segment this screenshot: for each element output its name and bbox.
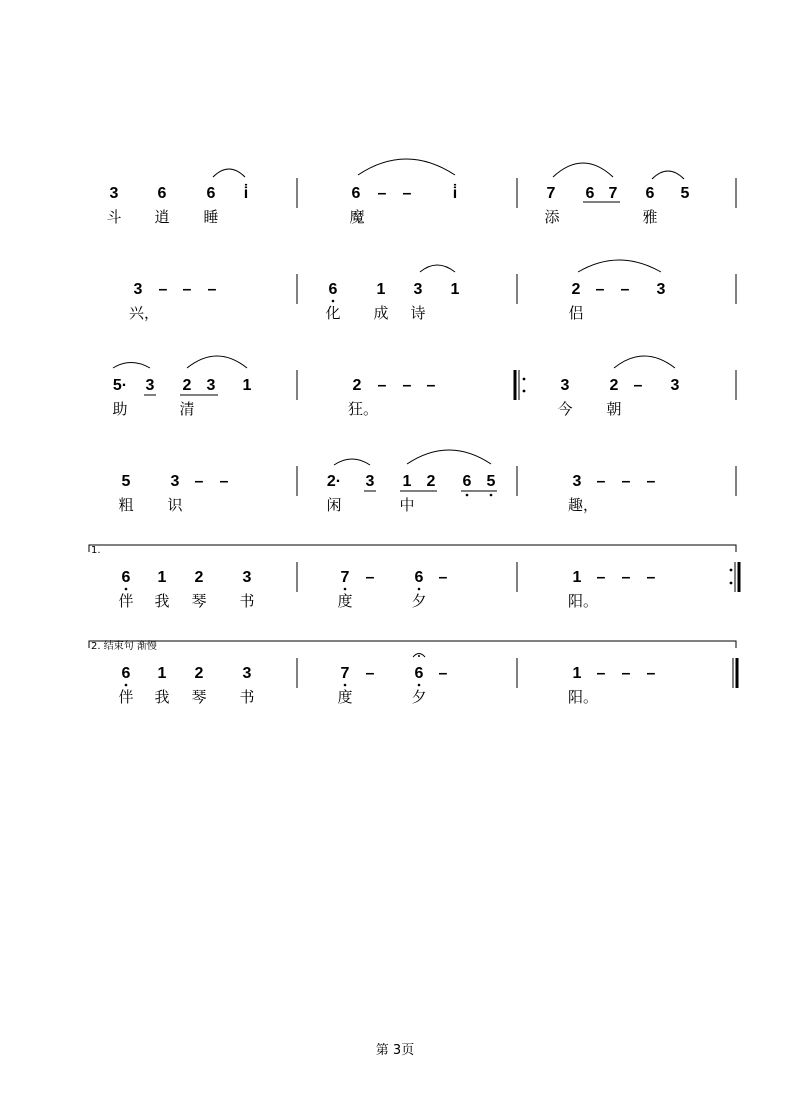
page-number bbox=[0, 1039, 790, 1058]
lyric: 夕 bbox=[411, 592, 427, 610]
note: 3 bbox=[413, 281, 423, 298]
score-row-4 bbox=[118, 450, 736, 514]
score-row-5-first-ending bbox=[89, 545, 739, 610]
lower-octave-dot bbox=[332, 300, 335, 303]
lower-octave-dot bbox=[344, 684, 347, 687]
lyric: 朝 bbox=[606, 400, 622, 418]
slur bbox=[358, 159, 455, 175]
note: – bbox=[402, 185, 412, 202]
lyric: 成 bbox=[373, 304, 389, 322]
lyric: 助 bbox=[112, 400, 128, 418]
note: 1 bbox=[450, 281, 460, 298]
volta-bracket-2 bbox=[89, 641, 736, 648]
lyric: 阳。 bbox=[567, 592, 599, 610]
note: 3 bbox=[670, 377, 680, 394]
lower-octave-dot bbox=[125, 588, 128, 591]
note: 5· bbox=[112, 377, 128, 394]
note: 2 bbox=[609, 377, 619, 394]
slur bbox=[614, 356, 675, 368]
lyric: 中 bbox=[399, 496, 415, 514]
note: 2 bbox=[571, 281, 581, 298]
note: 2 bbox=[194, 569, 204, 586]
note: – bbox=[377, 377, 387, 394]
lyric: 狂。 bbox=[347, 400, 379, 418]
note: – bbox=[377, 185, 387, 202]
lyric: 添 bbox=[544, 208, 560, 226]
note: 3 bbox=[242, 569, 252, 586]
note: – bbox=[646, 569, 656, 586]
slur bbox=[213, 169, 245, 177]
note: 2 bbox=[194, 665, 204, 682]
note: 3 bbox=[242, 665, 252, 682]
note: 6 bbox=[462, 473, 472, 490]
lyric: 度 bbox=[337, 688, 353, 706]
lyric: 琴 bbox=[191, 592, 207, 610]
slur bbox=[407, 450, 491, 464]
lyric: 诗 bbox=[410, 304, 426, 322]
note: – bbox=[646, 665, 656, 682]
note: – bbox=[438, 665, 448, 682]
lyric: 伴 bbox=[118, 592, 134, 610]
volta-label-2: 2. 结束句 渐慢 bbox=[91, 641, 157, 652]
note: 1 bbox=[157, 569, 167, 586]
note: 2 bbox=[352, 377, 362, 394]
note: – bbox=[596, 665, 606, 682]
note: 1 bbox=[402, 473, 412, 490]
lower-octave-dot bbox=[490, 494, 493, 497]
repeat-end-sign bbox=[730, 562, 739, 592]
lyric: 书 bbox=[239, 592, 255, 610]
lyric: 雅 bbox=[642, 208, 658, 226]
note: – bbox=[365, 569, 375, 586]
note: 1 bbox=[242, 377, 252, 394]
note: 6 bbox=[351, 185, 361, 202]
lyric: 夕 bbox=[411, 688, 427, 706]
note: 5 bbox=[680, 185, 690, 202]
note: 7 bbox=[340, 665, 350, 682]
note: 3 bbox=[206, 377, 216, 394]
note: 6 bbox=[121, 665, 131, 682]
lyric: 粗 bbox=[118, 496, 134, 514]
note: 5 bbox=[486, 473, 496, 490]
lower-octave-dot bbox=[344, 588, 347, 591]
note: – bbox=[219, 473, 229, 490]
note: 3 bbox=[145, 377, 155, 394]
note: 3 bbox=[109, 185, 119, 202]
volta-bracket-1 bbox=[89, 545, 736, 552]
note: 1 bbox=[157, 665, 167, 682]
lower-octave-dot bbox=[418, 684, 421, 687]
note: 6 bbox=[328, 281, 338, 298]
slur bbox=[652, 171, 684, 179]
lyric: 化 bbox=[325, 304, 341, 322]
lower-octave-dot bbox=[418, 588, 421, 591]
lyric: 闲 bbox=[326, 496, 342, 514]
repeat-start-sign bbox=[515, 370, 525, 400]
note: 1 bbox=[376, 281, 386, 298]
slur bbox=[334, 459, 370, 465]
lyric: 琴 bbox=[191, 688, 207, 706]
note: 7 bbox=[340, 569, 350, 586]
note: 3 bbox=[572, 473, 582, 490]
note: – bbox=[426, 377, 436, 394]
lyric: 书 bbox=[239, 688, 255, 706]
lyric: 清 bbox=[179, 400, 195, 418]
note: – bbox=[365, 665, 375, 682]
note: 3 bbox=[560, 377, 570, 394]
note: i̇ bbox=[243, 185, 249, 202]
note: – bbox=[621, 473, 631, 490]
final-barline bbox=[733, 658, 737, 688]
note: 6 bbox=[585, 185, 595, 202]
lyric: 侣 bbox=[568, 304, 584, 322]
note: – bbox=[595, 281, 605, 298]
note: 5 bbox=[121, 473, 131, 490]
note: 1 bbox=[572, 665, 582, 682]
note: 7 bbox=[608, 185, 618, 202]
note: – bbox=[621, 665, 631, 682]
score-row-1 bbox=[106, 159, 736, 226]
note: 6 bbox=[414, 665, 424, 682]
note: 1 bbox=[572, 569, 582, 586]
note: 3 bbox=[133, 281, 143, 298]
note: 6 bbox=[645, 185, 655, 202]
slur bbox=[113, 363, 150, 369]
lyric: 伴 bbox=[118, 688, 134, 706]
note: 2 bbox=[182, 377, 192, 394]
score-row-3 bbox=[112, 356, 736, 418]
volta-label-1: 1. bbox=[91, 545, 101, 556]
note: 2· bbox=[326, 473, 342, 490]
note: – bbox=[596, 473, 606, 490]
note: i̇ bbox=[452, 185, 458, 202]
lower-octave-dot bbox=[125, 684, 128, 687]
slur bbox=[420, 265, 455, 272]
lyric: 睡 bbox=[203, 208, 219, 226]
lyric: 兴， bbox=[128, 304, 160, 322]
note: – bbox=[194, 473, 204, 490]
note: – bbox=[646, 473, 656, 490]
score-row-6-second-ending bbox=[89, 641, 737, 706]
lyric: 魔 bbox=[349, 208, 365, 226]
note: – bbox=[438, 569, 448, 586]
note: 3 bbox=[656, 281, 666, 298]
lyric: 逍 bbox=[154, 208, 170, 226]
note: 2 bbox=[426, 473, 436, 490]
note: 6 bbox=[157, 185, 167, 202]
lower-octave-dot bbox=[466, 494, 469, 497]
note: – bbox=[621, 569, 631, 586]
lyric: 我 bbox=[154, 592, 170, 610]
note: 6 bbox=[121, 569, 131, 586]
note: – bbox=[182, 281, 192, 298]
lyric: 趣， bbox=[567, 496, 599, 514]
note: 7 bbox=[546, 185, 556, 202]
lyric: 识 bbox=[167, 496, 183, 514]
lyric: 阳。 bbox=[567, 688, 599, 706]
slur bbox=[553, 163, 613, 177]
lyric: 斗 bbox=[106, 208, 122, 226]
slur bbox=[578, 260, 661, 272]
lyric: 今 bbox=[557, 400, 573, 418]
note: – bbox=[402, 377, 412, 394]
score-row-2 bbox=[129, 260, 736, 322]
note: 3 bbox=[170, 473, 180, 490]
note: – bbox=[596, 569, 606, 586]
fermata-icon bbox=[413, 654, 425, 658]
lyric: 度 bbox=[337, 592, 353, 610]
note: – bbox=[633, 377, 643, 394]
page-number-text: 第 3页 bbox=[375, 1043, 415, 1058]
note: 3 bbox=[365, 473, 375, 490]
note: – bbox=[620, 281, 630, 298]
note: 6 bbox=[206, 185, 216, 202]
slur bbox=[187, 356, 247, 368]
note: – bbox=[207, 281, 217, 298]
note: 6 bbox=[414, 569, 424, 586]
lyric: 我 bbox=[154, 688, 170, 706]
note: – bbox=[158, 281, 168, 298]
